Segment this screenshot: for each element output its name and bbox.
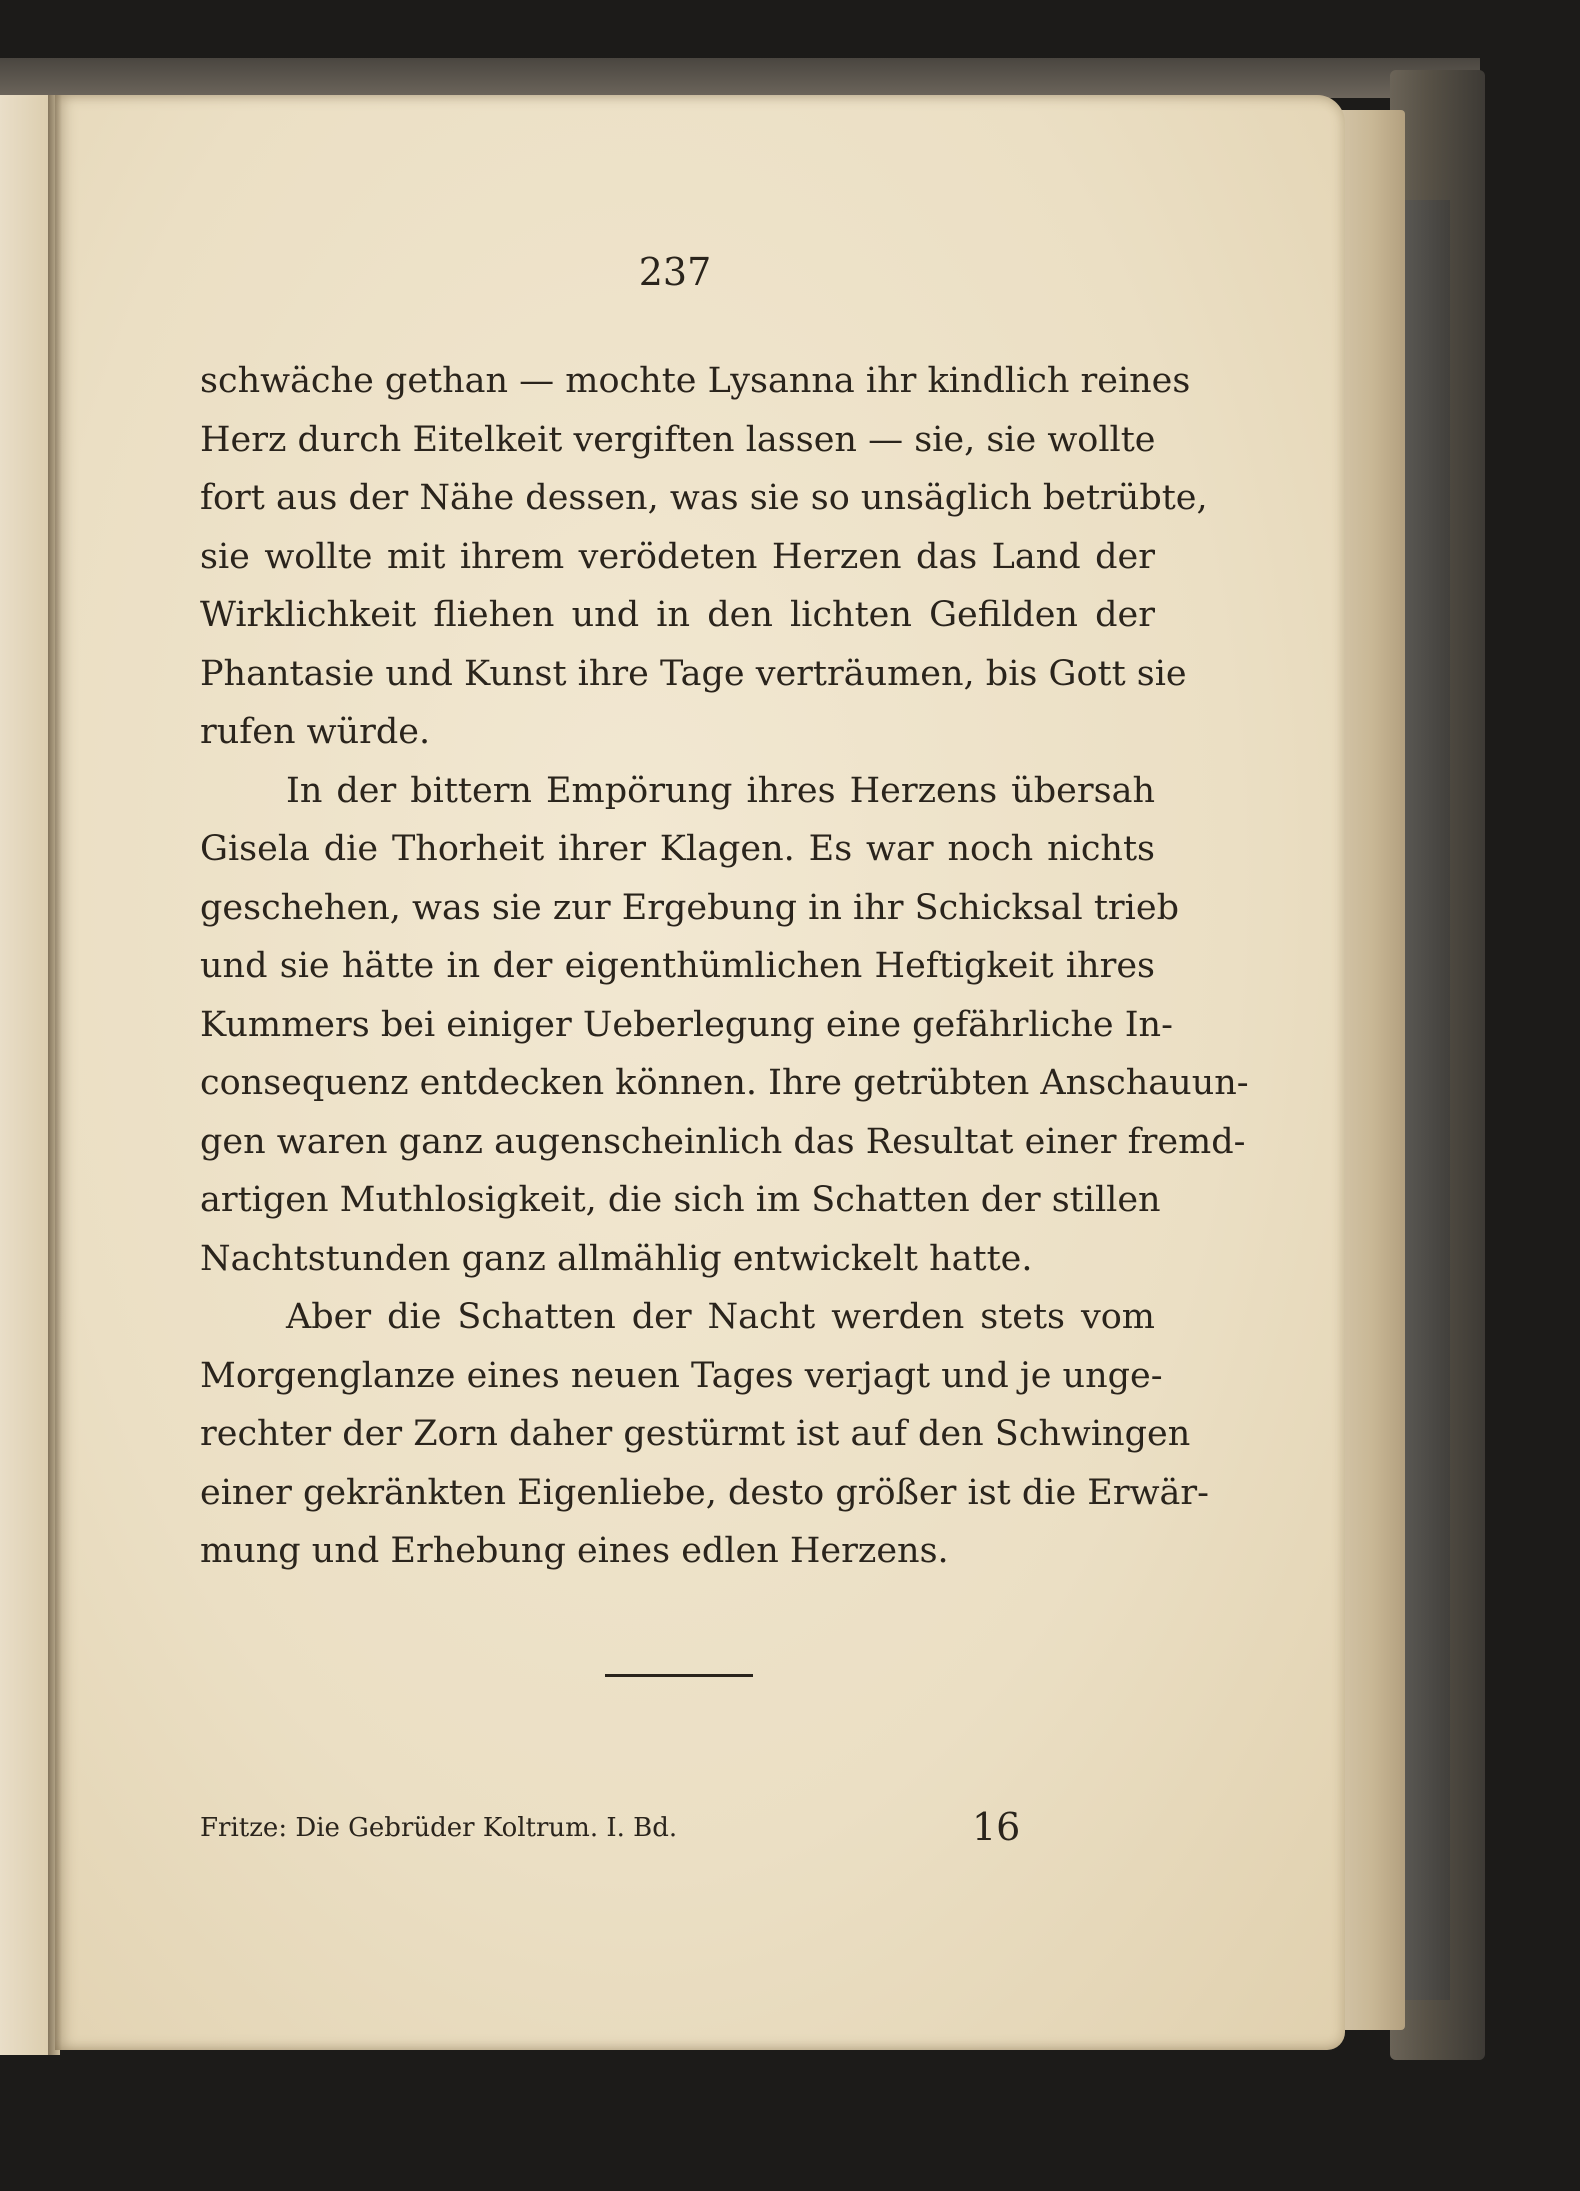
text-line: mung und Erhebung eines edlen Herzens. xyxy=(200,1531,949,1571)
signature-number: 16 xyxy=(972,1805,1021,1849)
text-line: Herz durch Eitelkeit vergiften lassen — sie, sie wollte xyxy=(200,419,1156,460)
text-line: artigen Muthlosigkeit, die sich im Schatten der stillen xyxy=(200,1180,1161,1220)
text-line: fort aus der Nähe dessen, was sie so unsäglich betrübte, xyxy=(200,478,1208,518)
text-line: Gisela die Thorheit ihrer Klagen. Es war noch nichts xyxy=(200,829,1155,869)
book-cover-top xyxy=(0,58,1480,98)
text-line: consequenz entdecken können. Ihre getrübten Anschauun- xyxy=(200,1063,1249,1103)
text-line: Phantasie und Kunst ihre Tage verträumen, bis Gott sie xyxy=(200,653,1187,694)
text-line: sie wollte mit ihrem verödeten Herzen das Land der xyxy=(200,536,1155,577)
text-line: schwäche gethan — mochte Lysanna ihr kindlich reines xyxy=(200,361,1191,401)
text-line: Kummers bei einiger Ueberlegung eine gefährliche In- xyxy=(200,1004,1173,1045)
text-line: Aber die Schatten der Nacht werden stets vom xyxy=(286,1297,1155,1337)
text-line: einer gekränkten Eigenliebe, desto größer ist die Erwär- xyxy=(200,1472,1209,1513)
text-line: rufen würde. xyxy=(200,712,431,752)
signature-line: Fritze: Die Gebrüder Koltrum. I. Bd. xyxy=(200,1813,678,1843)
text-line: und sie hätte in der eigenthümlichen Heftigkeit ihres xyxy=(200,946,1155,986)
text-line: Morgenglanze eines neuen Tages verjagt und je unge- xyxy=(200,1355,1163,1396)
text-line: gen waren ganz augenscheinlich das Resultat einer fremd- xyxy=(200,1121,1246,1162)
text-line: In der bittern Empörung ihres Herzens übersah xyxy=(286,770,1155,811)
body-text xyxy=(200,352,1249,1581)
page-number: 237 xyxy=(638,250,712,294)
text-line: rechter der Zorn daher gestürmt ist auf den Schwingen xyxy=(200,1414,1191,1454)
text-line: Nachtstunden ganz allmählig entwickelt hatte. xyxy=(200,1238,1033,1279)
text-line: geschehen, was sie zur Ergebung in ihr Schicksal trieb xyxy=(200,887,1179,928)
spine-shadow xyxy=(48,95,62,2055)
section-rule xyxy=(605,1674,753,1677)
text-line: Wirklichkeit fliehen und in den lichten Gefilden der xyxy=(200,595,1155,635)
book-cover-inner xyxy=(1400,200,1450,2000)
